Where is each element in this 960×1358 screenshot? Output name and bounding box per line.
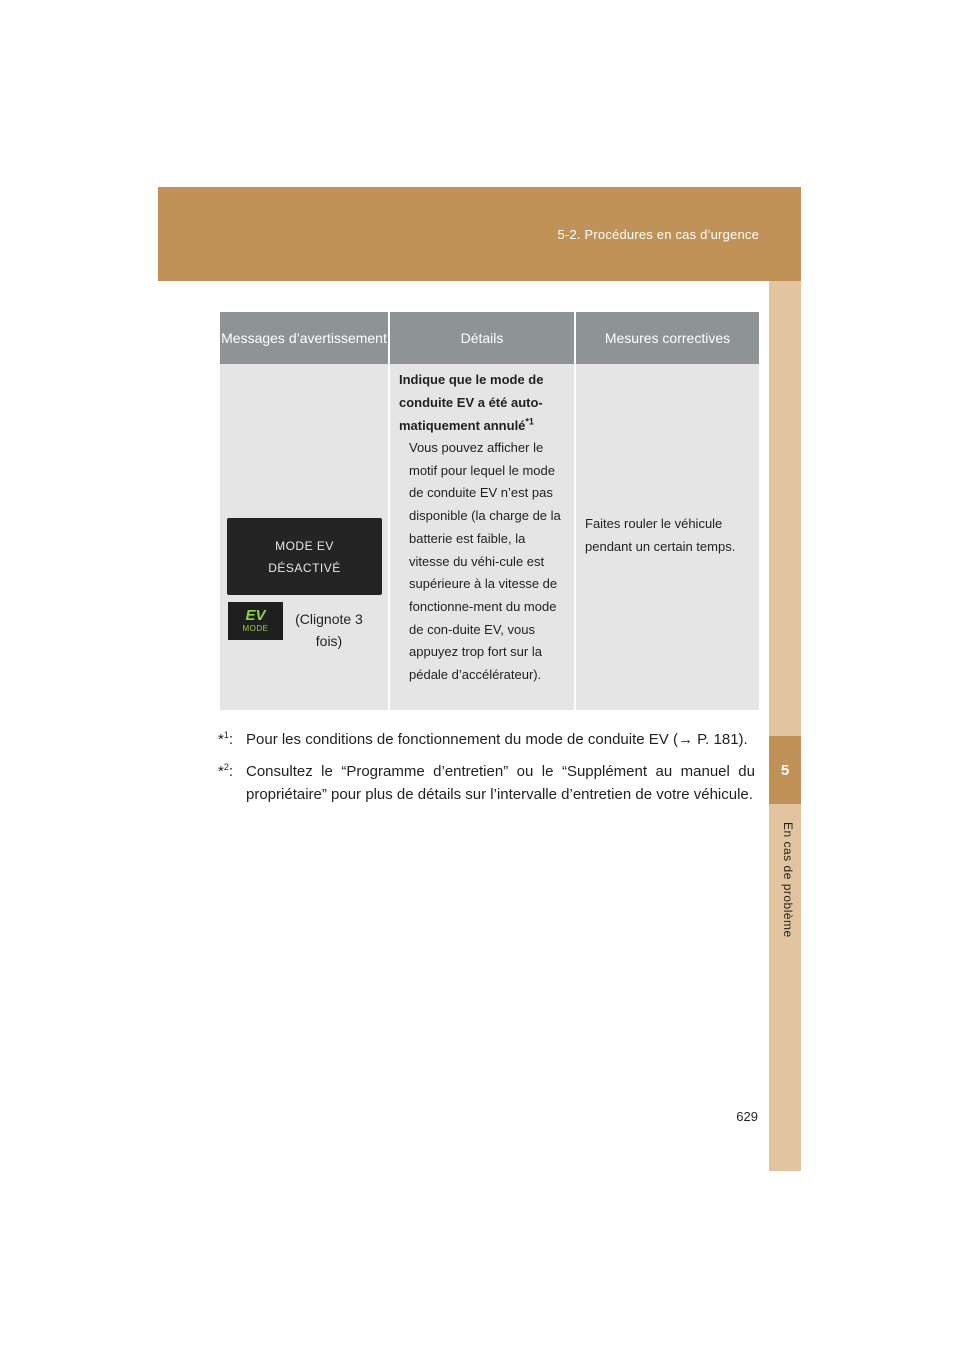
- display-line-2: DÉSACTIVÉ: [268, 560, 341, 575]
- chapter-side-strip: [769, 281, 801, 1171]
- chapter-label: En cas de problème: [781, 822, 795, 938]
- section-header-band: [158, 187, 801, 281]
- footnote-mark: *$^2$:: [218, 762, 234, 780]
- footnote-2: [218, 760, 755, 806]
- footnote-text: Pour les conditions de fonctionnement du mode de conduite EV (→ P. 181).: [246, 731, 748, 748]
- blink-note: (Clignote 3 fois): [295, 611, 363, 649]
- footnote-mark: *$^1$:: [218, 730, 234, 748]
- details-title-text: Indique que le mode de conduite EV a été auto-matiquement annulé: [399, 372, 544, 433]
- footnotes: [218, 728, 755, 815]
- header-actions: Mesures correctives: [604, 329, 731, 346]
- details-cell: [390, 364, 576, 710]
- section-title: 5-2. Procédures en cas d’urgence: [557, 227, 759, 242]
- actions-cell: [576, 364, 759, 710]
- ev-mode-indicator-icon: [228, 602, 283, 640]
- footnote-asterisk: *: [218, 763, 224, 780]
- warning-table: [220, 312, 759, 712]
- messages-cell: [220, 364, 390, 710]
- table-header: [220, 312, 759, 364]
- header-details: Détails: [390, 312, 576, 364]
- details-title-footnote-mark: *1: [525, 416, 534, 427]
- footnote-number: 1: [223, 730, 229, 740]
- ev-badge-text: EV: [245, 607, 266, 624]
- footnote-number: 2: [223, 762, 229, 772]
- footnote-1: [218, 728, 755, 751]
- details-title: [399, 368, 566, 437]
- display-line-1: MODE EV: [275, 538, 334, 553]
- footnote-asterisk: *: [218, 731, 224, 748]
- details-body: Vous pouvez afficher le motif pour lequel le mode de conduite EV n’est pas disponible (la charge de la batterie est faible, la vitesse du véhi-cule est supérieure à la vitesse de fonctionne-ment du mode de con-duite EV, vous appuyez trop fort sur la pédale d’accélérateur).: [409, 440, 561, 683]
- chapter-tab: 5: [769, 736, 801, 804]
- ev-mode-off-display: [227, 518, 382, 595]
- corrective-action: Faites rouler le véhicule pendant un certain temps.: [585, 516, 736, 554]
- footnote-text: Consultez le “Programme d’entretien” ou le “Supplément au manuel du propriétaire” pour plus de détails sur l’intervalle d’entretien de votre véhicule.: [246, 763, 755, 803]
- table-row: [220, 364, 759, 712]
- ev-badge-mode-text: MODE: [242, 624, 269, 633]
- header-messages: Messages d’avertissement: [220, 312, 390, 364]
- page-number: 629: [736, 1109, 758, 1124]
